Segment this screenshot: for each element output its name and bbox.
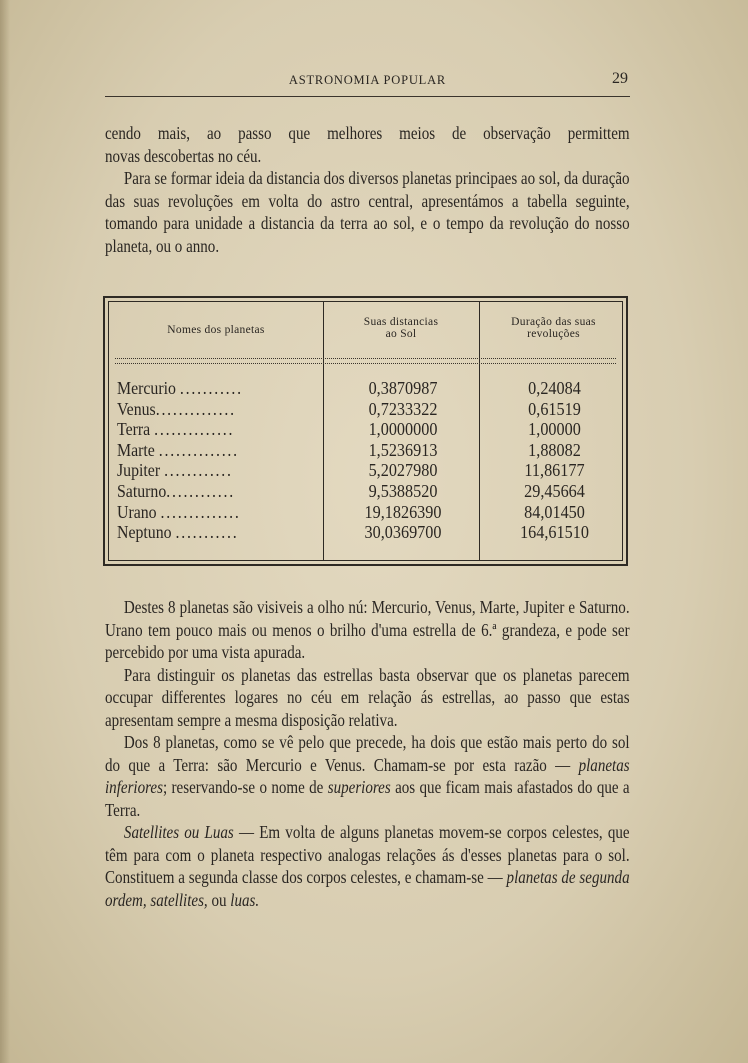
paragraph-continued bbox=[105, 122, 630, 145]
header-planet-names bbox=[109, 324, 323, 336]
text-run: ou bbox=[207, 889, 231, 910]
table-row bbox=[109, 460, 628, 481]
table-inner-border bbox=[108, 301, 623, 561]
distance-value: 19,1826390 bbox=[364, 501, 442, 522]
distance-value: 5,2027980 bbox=[368, 460, 438, 481]
page-number: 29 bbox=[612, 70, 628, 87]
duration-value: 0,61519 bbox=[528, 398, 581, 419]
planet-name: Neptuno bbox=[117, 522, 172, 543]
header-label: Duração das suas bbox=[511, 316, 596, 328]
distance-value: 0,3870987 bbox=[368, 378, 438, 398]
planet-name: Urano bbox=[117, 501, 157, 522]
header-label: ao Sol bbox=[385, 328, 417, 340]
running-title: ASTRONOMIA POPULAR bbox=[288, 73, 447, 87]
leader-dots: ............ bbox=[164, 460, 233, 481]
header-duration bbox=[479, 316, 628, 340]
header-label: Nomes dos planetas bbox=[167, 324, 265, 336]
planet-name-cell bbox=[117, 440, 293, 461]
table-row bbox=[109, 399, 628, 420]
duration-value: 0,24084 bbox=[528, 378, 581, 398]
planet-name-cell bbox=[117, 481, 293, 502]
paragraph-continued-end bbox=[105, 145, 630, 168]
text-line: cendo mais, ao passo que melhores meios de observação permittem bbox=[105, 123, 630, 143]
paragraph-satellites bbox=[105, 821, 630, 911]
paragraph-distinguish-planets: Para distinguir os planetas das estrellas basta observar que os planetas parecem occupar differentes logares no céu em relação ás estrellas, ao passo que estas apresentam sempre a mesma disposição relativa. bbox=[105, 664, 630, 730]
italic-heading: Satellites ou Luas bbox=[123, 822, 234, 842]
planet-name: Marte bbox=[117, 439, 155, 460]
planet-name: Saturno bbox=[117, 480, 167, 501]
duration-value: 29,45664 bbox=[524, 480, 585, 501]
planet-name-cell bbox=[117, 502, 293, 523]
planet-name-cell bbox=[117, 460, 293, 481]
italic-term: luas. bbox=[230, 889, 260, 910]
leader-dots: .............. bbox=[155, 398, 236, 419]
header-label: Suas distancias bbox=[363, 316, 439, 328]
text-run: Dos 8 planetas, como se vê pelo que precede, ha dois que estão mais perto do sol do que a Terra: são Mercurio e Venus. Chamam-se por esta razão — bbox=[105, 732, 630, 775]
intro-text bbox=[105, 122, 630, 257]
italic-term: superiores bbox=[327, 777, 391, 797]
planet-name: Mercurio bbox=[117, 378, 176, 398]
planet-name-cell bbox=[117, 378, 293, 399]
running-header bbox=[105, 70, 630, 97]
table-row bbox=[109, 481, 628, 502]
leader-dots: ........... bbox=[175, 522, 239, 543]
page-edge-shadow bbox=[0, 0, 10, 1063]
planet-name: Jupiter bbox=[117, 460, 161, 481]
leader-dots: .............. bbox=[154, 419, 235, 440]
leader-dots: .............. bbox=[158, 439, 239, 460]
italic-term: planetas de segunda ordem, satellites, bbox=[105, 867, 630, 910]
distance-value: 0,7233322 bbox=[368, 398, 438, 419]
text-run: — Em volta de alguns planetas movem-se corpos celestes, que têm para com o planeta respectivo analogas relações ás d'esses planetas para o sol. Constituem a segunda classe dos corpos celestes, e chamam-se — bbox=[105, 822, 630, 887]
distance-value: 1,5236913 bbox=[368, 439, 438, 460]
planet-name-cell bbox=[117, 522, 293, 543]
italic-term: planetas inferiores bbox=[105, 754, 630, 797]
leader-dots: .............. bbox=[160, 501, 241, 522]
paragraph-visible-planets: Destes 8 planetas são visiveis a olho nú: Mercurio, Venus, Marte, Jupiter e Saturno. Urano tem pouco mais ou menos o brilho d'uma estrella de 6.ª grandeza, e pode ser percebido por uma vista apurada. bbox=[105, 597, 630, 662]
distance-value: 1,0000000 bbox=[368, 419, 438, 440]
duration-value: 1,88082 bbox=[528, 439, 581, 460]
text-line: novas descobertas no céu. bbox=[105, 145, 262, 166]
planet-name: Venus bbox=[117, 398, 156, 419]
text-run: ; reservando-se o nome de bbox=[162, 777, 328, 797]
paragraph-table-intro: Para se formar ideia da distancia dos diversos planetas principaes ao sol, da duração das suas revoluções em volta do astro central, apresentámos a tabella seguinte, tomando para unidade a distancia da terra ao sol, e o tempo da revolução do nosso planeta, ou o anno. bbox=[105, 168, 630, 256]
duration-value: 1,00000 bbox=[528, 419, 581, 440]
table-row bbox=[109, 378, 628, 399]
paragraph-inferior-superior bbox=[105, 731, 630, 821]
planet-name-cell bbox=[117, 399, 293, 420]
leader-dots: ........... bbox=[179, 378, 243, 398]
planet-name: Terra bbox=[117, 419, 151, 440]
planet-name-cell bbox=[117, 419, 293, 440]
distance-value: 9,5388520 bbox=[368, 480, 438, 501]
table-row bbox=[109, 440, 628, 461]
duration-value: 11,86177 bbox=[524, 460, 585, 481]
table-row bbox=[109, 419, 628, 440]
header-separator bbox=[115, 358, 616, 364]
table-body bbox=[109, 378, 628, 543]
duration-value: 84,01450 bbox=[524, 501, 585, 522]
duration-value: 164,61510 bbox=[520, 522, 589, 543]
table-row bbox=[109, 502, 628, 523]
header-distance bbox=[323, 316, 479, 340]
body-text bbox=[105, 596, 630, 911]
table-row bbox=[109, 522, 628, 543]
distance-value: 30,0369700 bbox=[364, 522, 442, 543]
leader-dots: ............ bbox=[166, 480, 235, 501]
text-run: aos que ficam mais afastados do que a Terra. bbox=[105, 777, 630, 820]
header-label: revoluções bbox=[527, 328, 580, 340]
planets-table bbox=[103, 296, 628, 566]
